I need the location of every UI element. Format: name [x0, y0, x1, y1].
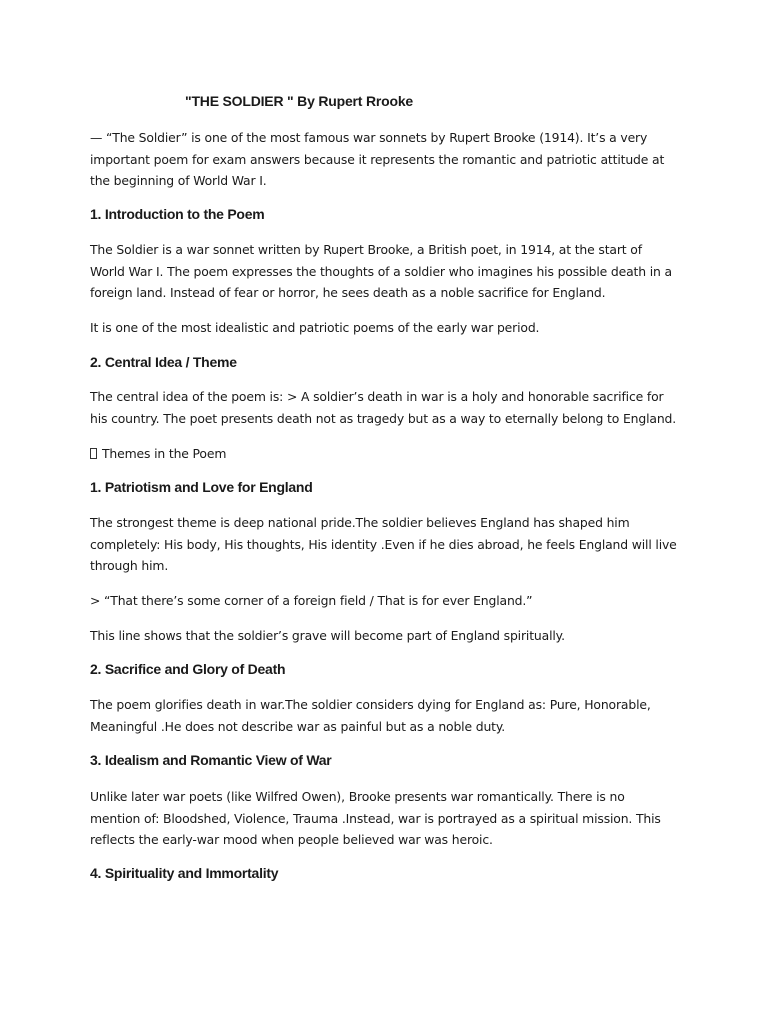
- section-heading-spirituality: 4. Spirituality and Immortality: [90, 865, 279, 881]
- introduction-paragraph: [90, 239, 690, 304]
- text-line: — “The Soldier” is one of the most famous war sonnets by Rupert Brooke (1914). It’s a very: [90, 130, 648, 145]
- text-line: completely: His body, His thoughts, His identity .Even if he dies abroad, he feels England will live: [90, 536, 677, 552]
- section-heading-patriotism: 1. Patriotism and Love for England: [90, 479, 313, 495]
- quote-explanation-paragraph: [90, 625, 690, 647]
- text-line: important poem for exam answers because it represents the romantic and patriotic attitude at: [90, 151, 665, 167]
- text-line: This line shows that the soldier’s grave will become part of England spiritually.: [90, 628, 565, 643]
- text-line: The strongest theme is deep national pride.The soldier believes England has shaped him: [90, 515, 630, 530]
- text-line: World War I. The poem expresses the thoughts of a soldier who imagines his possible death in a: [90, 263, 672, 279]
- text-line: Meaningful .He does not describe war as painful but as a noble duty.: [90, 718, 506, 734]
- text-line: mention of: Bloodshed, Violence, Trauma .Instead, war is portrayed as a spiritual mission. This: [90, 810, 661, 826]
- text-line: his country. The poet presents death not as tragedy but as a way to eternally belong to England.: [90, 410, 677, 426]
- text-line: The Soldier is a war sonnet written by Rupert Brooke, a British poet, in 1914, at the start of: [90, 242, 642, 257]
- section-heading-idealism: 3. Idealism and Romantic View of War: [90, 752, 332, 768]
- sacrifice-paragraph: [90, 694, 690, 737]
- section-heading-sacrifice: 2. Sacrifice and Glory of Death: [90, 661, 286, 677]
- text-line: It is one of the most idealistic and patriotic poems of the early war period.: [90, 320, 540, 335]
- themes-label-text: Themes in the Poem: [102, 446, 227, 461]
- text-line: through him.: [90, 558, 169, 574]
- central-idea-paragraph: [90, 386, 690, 429]
- intro-paragraph: [90, 127, 690, 192]
- text-line: The poem glorifies death in war.The soldier considers dying for England as: Pure, Honorable,: [90, 697, 651, 712]
- text-line: reflects the early-war mood when people believed war was heroic.: [90, 832, 493, 848]
- themes-label: [90, 443, 690, 465]
- text-line: foreign land. Instead of fear or horror, he sees death as a noble sacrifice for England.: [90, 285, 606, 301]
- patriotism-paragraph: [90, 512, 690, 577]
- text-line: the beginning of World War I.: [90, 173, 267, 189]
- section-heading-central-idea: 2. Central Idea / Theme: [90, 354, 237, 370]
- idealistic-paragraph: [90, 317, 690, 339]
- missing-glyph-icon: [90, 448, 97, 459]
- text-line: > “That there’s some corner of a foreign field / That is for ever England.”: [90, 593, 533, 608]
- text-line: The central idea of the poem is: > A soldier’s death in war is a holy and honorable sacrifice for: [90, 389, 664, 404]
- document-title: "THE SOLDIER " By Rupert Rrooke: [185, 93, 413, 109]
- section-heading-introduction: 1. Introduction to the Poem: [90, 206, 265, 222]
- idealism-paragraph: [90, 786, 690, 851]
- quote-paragraph: [90, 590, 690, 612]
- text-line: Unlike later war poets (like Wilfred Owen), Brooke presents war romantically. There is no: [90, 789, 625, 804]
